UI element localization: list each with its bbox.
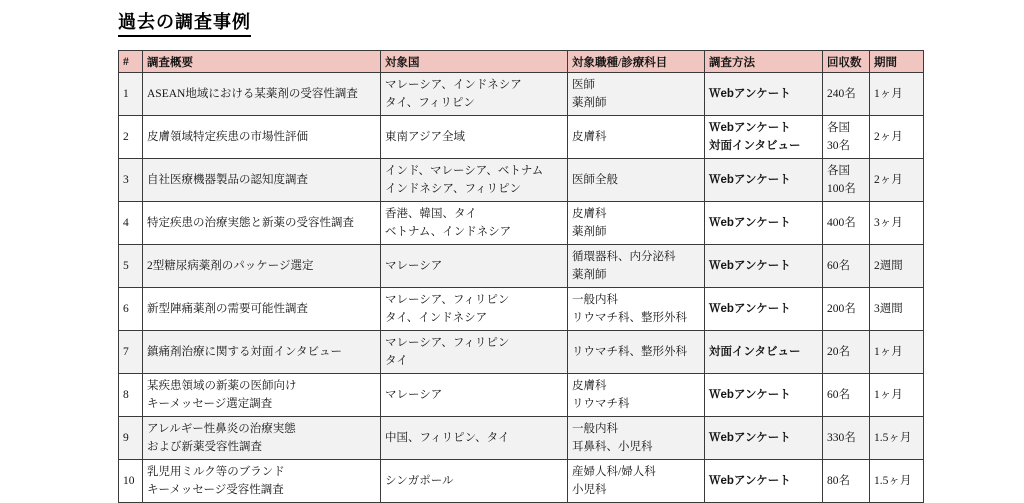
cell-line: 1ヶ月 [874, 88, 903, 100]
cell-line: 2型糖尿病薬剤のパッケージ選定 [147, 260, 314, 272]
cell-method [705, 417, 823, 460]
cell-line: リウマチ科、整形外科 [572, 346, 687, 358]
cell-num [119, 331, 143, 374]
cell-summary [143, 116, 381, 159]
cell-num [119, 417, 143, 460]
cell-line: 5 [123, 260, 129, 272]
table-row [119, 460, 924, 503]
cell-line: 3週間 [874, 303, 903, 315]
cell-line: 1ヶ月 [874, 389, 903, 401]
cell-line: リウマチ科 [572, 398, 630, 410]
cell-count [823, 159, 870, 202]
cell-line: Ｗebアンケート [709, 303, 791, 315]
cell-line: 各国 [827, 122, 850, 134]
cell-line: 薬剤師 [572, 269, 607, 281]
cell-summary [143, 288, 381, 331]
table-row [119, 288, 924, 331]
table-header-row [119, 51, 924, 73]
cell-count [823, 116, 870, 159]
cell-countries [381, 331, 568, 374]
cell-period [870, 116, 924, 159]
cell-line: 医師全般 [572, 174, 618, 186]
cell-line: 皮膚領域特定疾患の市場性評価 [147, 131, 308, 143]
cell-line: アレルギー性鼻炎の治療実態 [147, 423, 296, 435]
cell-line: 2週間 [874, 260, 903, 272]
cell-method [705, 374, 823, 417]
cell-line: および新薬受容性調査 [147, 441, 262, 453]
cell-count [823, 288, 870, 331]
cell-line: Ｗebアンケート [709, 174, 791, 186]
cell-line: 3 [123, 174, 129, 186]
cell-line: 皮膚科 [572, 208, 607, 220]
cell-count [823, 460, 870, 503]
cell-method [705, 245, 823, 288]
cell-line: 一般内科 [572, 294, 618, 306]
cell-line: 対面インタビュー [709, 140, 801, 152]
cell-line: タイ [385, 355, 408, 367]
cell-method [705, 460, 823, 503]
cell-line: Ｗebアンケート [709, 217, 791, 229]
cell-count [823, 245, 870, 288]
column-header-summary: 調査概要 [143, 51, 381, 73]
cell-countries [381, 202, 568, 245]
cell-summary [143, 159, 381, 202]
cell-countries [381, 460, 568, 503]
cell-line: マレーシア、インドネシア [385, 79, 522, 91]
cell-line: 6 [123, 303, 129, 315]
cell-countries [381, 374, 568, 417]
cell-line: 産婦人科/婦人科 [572, 466, 656, 478]
cell-occupation [568, 245, 705, 288]
cell-occupation [568, 288, 705, 331]
cell-line: Ｗebアンケート [709, 260, 791, 272]
cell-line: マレーシア [385, 260, 443, 272]
cell-line: 某疾患領域の新薬の医師向け [147, 380, 297, 392]
cell-num [119, 159, 143, 202]
cell-line: 一般内科 [572, 423, 618, 435]
cell-line: 10 [123, 475, 135, 487]
cell-line: インドネシア、フィリピン [385, 183, 522, 195]
cell-line: 薬剤師 [572, 97, 607, 109]
cell-method [705, 202, 823, 245]
cell-method [705, 73, 823, 116]
cell-line: 東南アジア全域 [385, 131, 466, 143]
cell-line: 新型陣痛薬剤の需要可能性調査 [147, 303, 308, 315]
cell-summary [143, 73, 381, 116]
cell-num [119, 288, 143, 331]
cell-countries [381, 417, 568, 460]
cell-count [823, 417, 870, 460]
cell-line: 医師 [572, 79, 595, 91]
cell-summary [143, 331, 381, 374]
cell-line: タイ、インドネシア [385, 312, 488, 324]
cell-line: マレーシア [385, 389, 443, 401]
cell-line: キーメッセージ受容性調査 [147, 484, 284, 496]
column-header-num: # [119, 51, 143, 73]
column-header-countries: 対象国 [381, 51, 568, 73]
cell-period [870, 288, 924, 331]
cell-line: 各国 [827, 165, 850, 177]
cell-count [823, 374, 870, 417]
cell-line: 中国、フィリピン、タイ [385, 432, 510, 444]
cell-line: マレーシア、フィリピン [385, 294, 510, 306]
table-row [119, 116, 924, 159]
cell-line: Ｗebアンケート [709, 389, 791, 401]
cell-num [119, 73, 143, 116]
cell-occupation [568, 116, 705, 159]
cell-line: 2 [123, 131, 129, 143]
cell-period [870, 374, 924, 417]
cell-line: 皮膚科 [572, 380, 607, 392]
cell-line: 400名 [827, 217, 856, 229]
cell-line: 80名 [827, 475, 850, 487]
cell-line: Ｗebアンケート [709, 122, 791, 134]
cell-line: 小児科 [572, 484, 607, 496]
table-row [119, 202, 924, 245]
cell-period [870, 331, 924, 374]
cell-occupation [568, 417, 705, 460]
cell-line: 1 [123, 88, 129, 100]
cell-count [823, 331, 870, 374]
cell-line: 8 [123, 389, 129, 401]
table-body [119, 73, 924, 503]
cell-occupation [568, 73, 705, 116]
table-row [119, 331, 924, 374]
cell-line: Ｗebアンケート [709, 475, 791, 487]
cell-line: 100名 [827, 183, 856, 195]
cell-num [119, 116, 143, 159]
cell-line: 自社医療機器製品の認知度調査 [147, 174, 308, 186]
cell-line: 4 [123, 217, 129, 229]
cell-line: 30名 [827, 140, 850, 152]
cell-line: 200名 [827, 303, 856, 315]
cell-num [119, 460, 143, 503]
cell-period [870, 245, 924, 288]
cell-occupation [568, 202, 705, 245]
cell-line: Ｗebアンケート [709, 432, 791, 444]
cell-line: 3ヶ月 [874, 217, 903, 229]
cell-count [823, 202, 870, 245]
cell-line: 循環器科、内分泌科 [572, 251, 676, 263]
cell-line: 1.5ヶ月 [874, 432, 912, 444]
column-header-method: 調査方法 [705, 51, 823, 73]
page-title: 過去の調査事例 [118, 8, 251, 37]
cell-line: 皮膚科 [572, 131, 607, 143]
table-row [119, 417, 924, 460]
cell-countries [381, 288, 568, 331]
cell-countries [381, 73, 568, 116]
cell-occupation [568, 460, 705, 503]
cell-line: 20名 [827, 346, 850, 358]
cell-line: 香港、韓国、タイ [385, 208, 477, 220]
cell-line: 330名 [827, 432, 856, 444]
cell-period [870, 73, 924, 116]
cell-line: 特定疾患の治療実態と新薬の受容性調査 [147, 217, 354, 229]
cell-line: リウマチ科、整形外科 [572, 312, 687, 324]
cell-line: シンガポール [385, 475, 454, 487]
cell-line: マレーシア、フィリピン [385, 337, 510, 349]
cell-num [119, 245, 143, 288]
cell-line: 60名 [827, 260, 850, 272]
cell-period [870, 202, 924, 245]
cell-line: 対面インタビュー [709, 346, 801, 358]
cell-occupation [568, 159, 705, 202]
cell-occupation [568, 374, 705, 417]
cell-summary [143, 417, 381, 460]
cell-method [705, 116, 823, 159]
cell-line: キーメッセージ選定調査 [147, 398, 273, 410]
cell-line: 薬剤師 [572, 226, 607, 238]
cell-method [705, 331, 823, 374]
cell-line: 60名 [827, 389, 850, 401]
cell-line: ベトナム、インドネシア [385, 226, 512, 238]
cell-line: 9 [123, 432, 129, 444]
cell-occupation [568, 331, 705, 374]
cell-line: ASEAN地域における某薬剤の受容性調査 [147, 88, 358, 100]
table-row [119, 374, 924, 417]
cell-line: インド、マレーシア、ベトナム [385, 165, 544, 177]
cell-count [823, 73, 870, 116]
cell-summary [143, 374, 381, 417]
column-header-period: 期間 [870, 51, 924, 73]
cell-line: 7 [123, 346, 129, 358]
cell-line: タイ、フィリピン [385, 97, 475, 109]
cell-summary [143, 460, 381, 503]
cell-method [705, 159, 823, 202]
cell-num [119, 374, 143, 417]
table-row [119, 159, 924, 202]
table-row [119, 245, 924, 288]
cell-line: 2ヶ月 [874, 174, 903, 186]
cell-line: 乳児用ミルク等のブランド [147, 466, 285, 478]
cell-line: 2ヶ月 [874, 131, 903, 143]
column-header-occupation: 対象職種/診療科目 [568, 51, 705, 73]
cell-line: 鎮痛剤治療に関する対面インタビュー [147, 346, 343, 358]
cell-num [119, 202, 143, 245]
survey-table [118, 50, 924, 503]
cell-period [870, 460, 924, 503]
cell-method [705, 288, 823, 331]
cell-line: 1ヶ月 [874, 346, 903, 358]
cell-countries [381, 116, 568, 159]
cell-line: 240名 [827, 88, 856, 100]
cell-period [870, 159, 924, 202]
cell-countries [381, 245, 568, 288]
cell-summary [143, 202, 381, 245]
cell-line: 耳鼻科、小児科 [572, 441, 653, 453]
cell-summary [143, 245, 381, 288]
cell-period [870, 417, 924, 460]
cell-line: 1.5ヶ月 [874, 475, 912, 487]
column-header-count: 回収数 [823, 51, 870, 73]
cell-line: Ｗebアンケート [709, 88, 791, 100]
table-row [119, 73, 924, 116]
cell-countries [381, 159, 568, 202]
